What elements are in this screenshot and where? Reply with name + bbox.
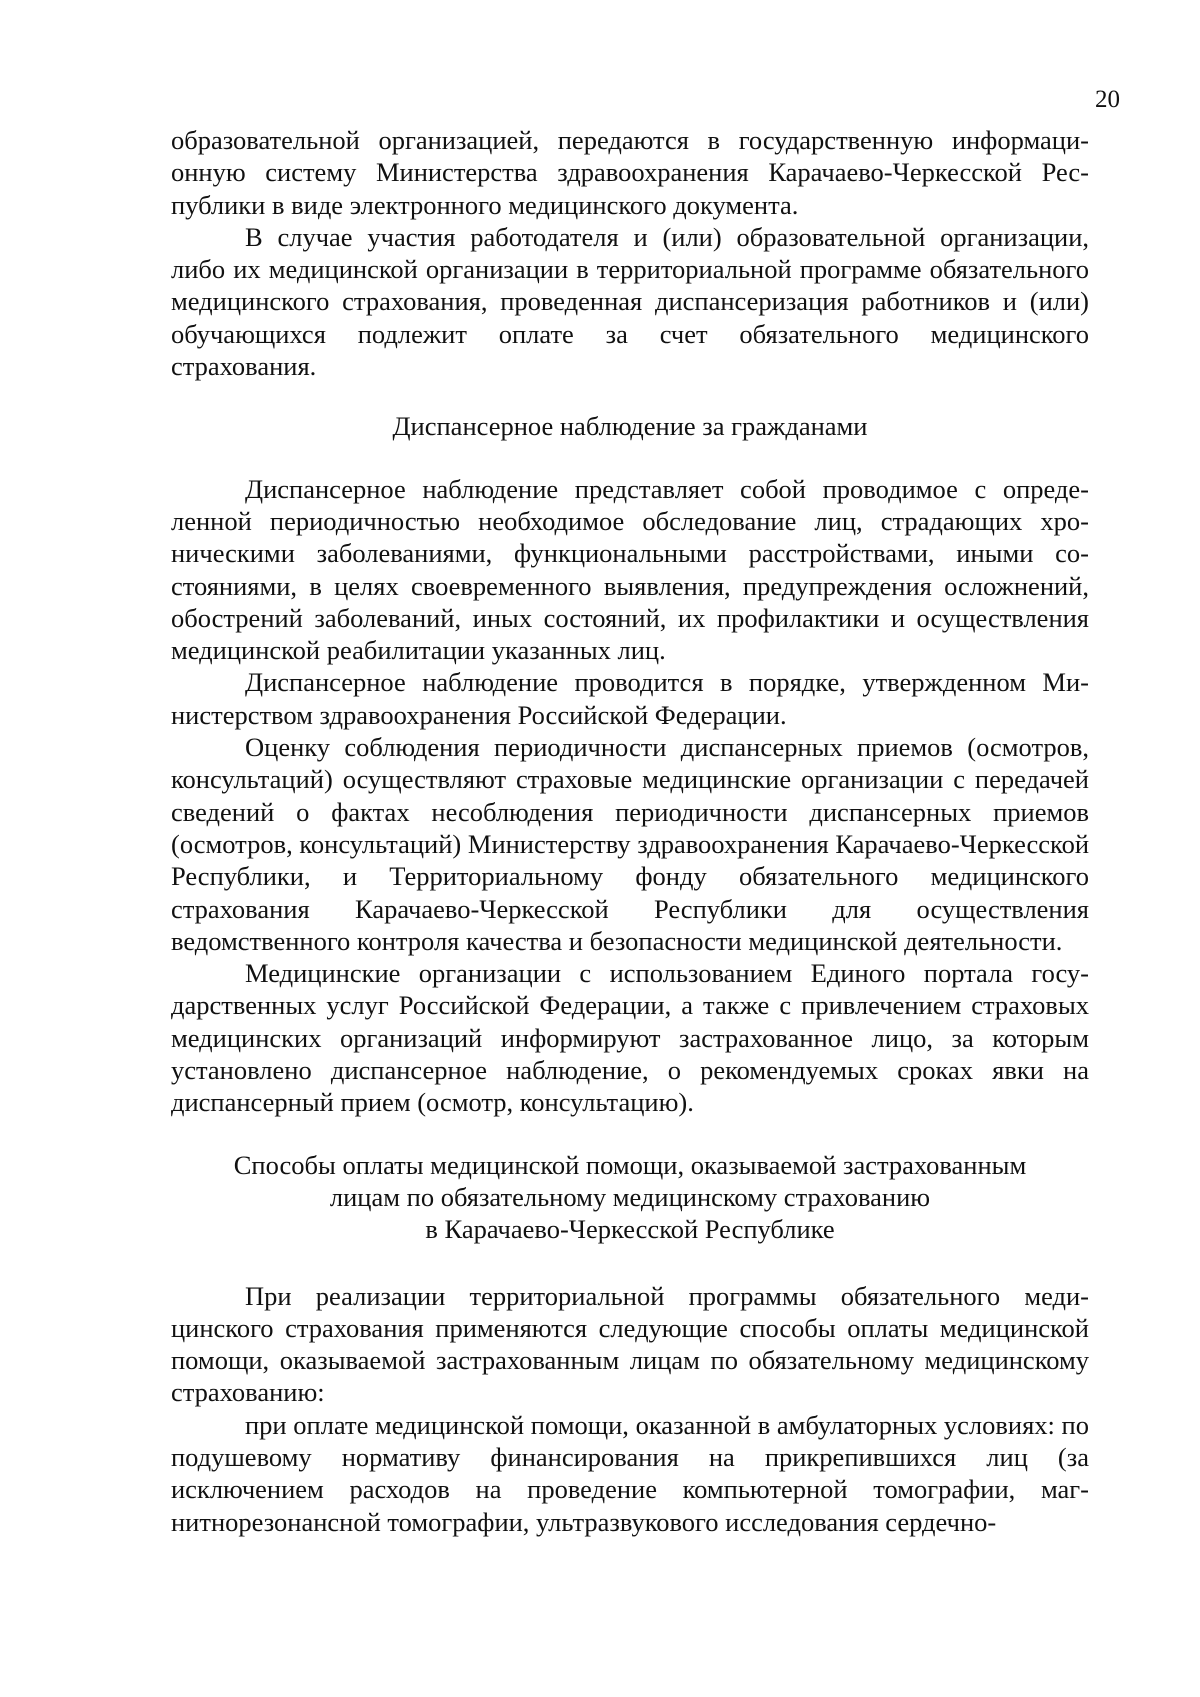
document-body (171, 124, 1089, 1538)
spacer (171, 1246, 1089, 1280)
section-heading-dispensary-observation: Диспансерное наблюдение за гражданами (392, 411, 868, 442)
spacer (171, 1119, 1089, 1149)
paragraph-continued: образовательной организацией, передаются в государственную информационную систему Министерства здравоохранения Карачаево-Черкесской Республики в виде электронного медицинского документа. (171, 125, 1089, 220)
paragraph-outpatient-payment: при оплате медицинской помощи, оказанной в амбулаторных условиях: по подушевому нормативу финансирования на прикрепившихся лиц (за исключением расходов на проведение компьютерной томографии, магнитнорезонансной томографии, ультразвукового исследования сердечно- (171, 1409, 1089, 1537)
paragraph-dispensary-procedure: Диспансерное наблюдение проводится в порядке, утвержденном Министерством здравоохранения Российской Федерации. (171, 667, 1089, 730)
spacer (171, 443, 1089, 473)
spacer (171, 382, 1089, 410)
heading-line: в Карачаево-Черкесской Республике (425, 1214, 835, 1245)
heading-line: лицам по обязательному медицинскому страхованию (329, 1181, 931, 1212)
paragraph-dispensary-definition: Диспансерное наблюдение представляет собой проводимое с определенной периодичностью необходимое обследование лиц, страдающих хроническими заболеваниями, функциональными расстройствами, иными состояниями, в целях своевременного выявления, предупреждения осложнений, обострений заболеваний, иных состояний, их профилактики и осуществления медицинской реабилитации указанных лиц. (171, 473, 1089, 666)
heading-line: Способы оплаты медицинской помощи, оказываемой застрахованным (233, 1149, 1027, 1180)
section-heading-payment-methods (171, 1149, 1089, 1246)
paragraph-periodicity-assessment: Оценку соблюдения периодичности диспансерных приемов (осмотров, консультаций) осуществляют страховые медицинские организации с передачей сведений о фактах несоблюдения периодичности диспансерных приемов (осмотров, консультаций) Министерству здравоохранения Карачаево-Черкесской Республики, и Территориальному фонду обязательного медицинского страхования Карачаево-Черкесской Республики для осуществления ведомственного контроля качества и безопасности медицинской деятельности. (171, 732, 1089, 956)
paragraph-employer-participation: В случае участия работодателя и (или) образовательной организации, либо их медицинской организации в территориальной программе обязательного медицинского страхования, проведенная диспансеризация работников и (или) обучающихся подлежит оплате за счет обязательного медицинского страхования. (171, 221, 1089, 382)
paragraph-payment-methods-intro: При реализации территориальной программы обязательного медицинского страхования применяются следующие способы оплаты медицинской помощи, оказываемой застрахованным лицам по обязательному медицинскому страхованию: (171, 1280, 1089, 1408)
paragraph-informing-insured: Медицинские организации с использованием Единого портала государственных услуг Российской Федерации, а также с привлечением страховых медицинских организаций информируют застрахованное лицо, за которым установлено диспансерное наблюдение, о рекомендуемых сроках явки на диспансерный прием (осмотр, консультацию). (171, 958, 1089, 1118)
page-number: 20 (1095, 86, 1120, 113)
